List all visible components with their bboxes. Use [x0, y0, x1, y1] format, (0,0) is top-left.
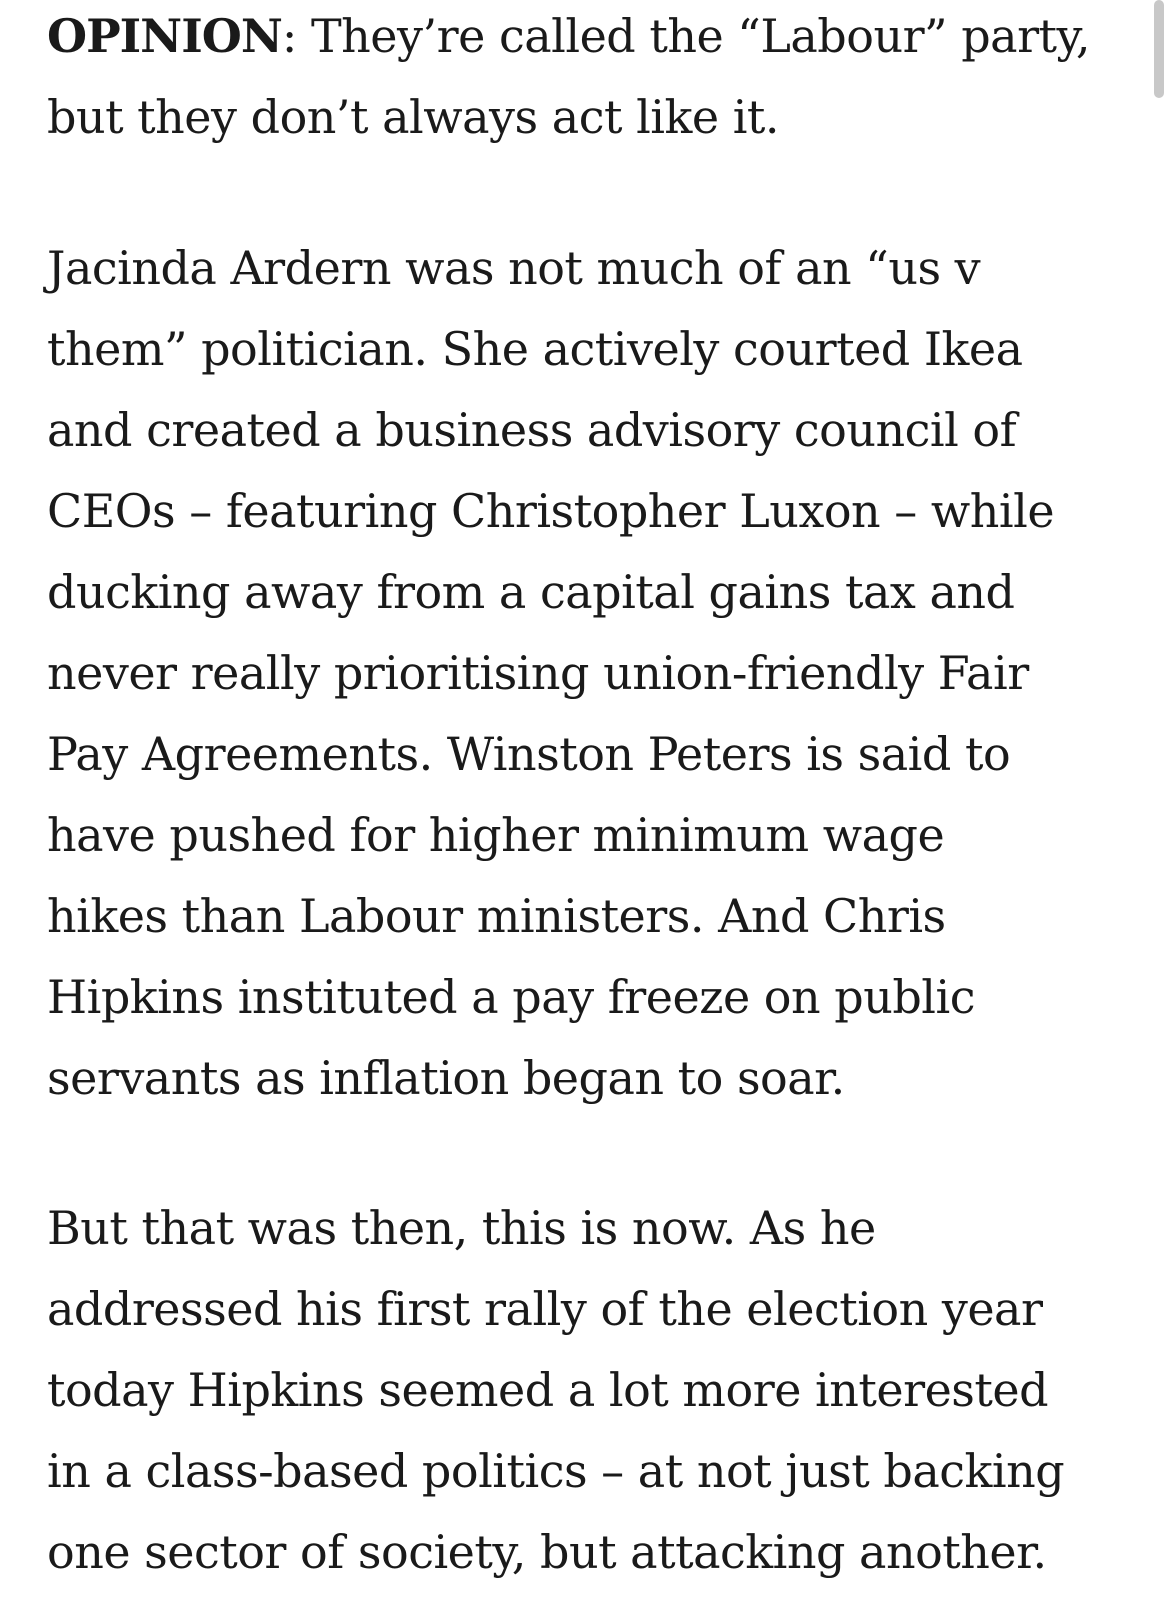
text-line: have pushed for higher minimum wage	[47, 808, 945, 862]
text-line: Jacinda Ardern was not much of an “us v	[47, 241, 981, 295]
text-line: Pay Agreements. Winston Peters is said to	[47, 727, 1011, 781]
opinion-kicker: OPINION	[47, 9, 282, 63]
intro-line-1: : They’re called the “Labour” party,	[281, 9, 1091, 63]
text-line: CEOs – featuring Christopher Luxon – while	[47, 484, 1055, 538]
text-line: hikes than Labour ministers. And Chris	[47, 889, 946, 943]
text-line: servants as inflation began to soar.	[47, 1051, 845, 1105]
paragraph-ardern	[47, 228, 1127, 1119]
text-line: ducking away from a capital gains tax and	[47, 565, 1015, 619]
text-line: them” politician. She actively courted Ikea	[47, 322, 1023, 376]
text-line: never really prioritising union-friendly Fair	[47, 646, 1029, 700]
text-line: and created a business advisory council of	[47, 403, 1017, 457]
scrollbar-thumb[interactable]	[1154, 0, 1164, 98]
intro-line-2: but they don’t always act like it.	[47, 90, 780, 144]
text-line: But that was then, this is now. As he	[47, 1201, 876, 1255]
text-line: in a class-based politics – at not just backing	[47, 1444, 1065, 1498]
text-line: today Hipkins seemed a lot more interested	[47, 1363, 1049, 1417]
text-line: addressed his first rally of the election year	[47, 1282, 1043, 1336]
text-line: one sector of society, but attacking another.	[47, 1525, 1047, 1579]
text-line: Hipkins instituted a pay freeze on public	[47, 970, 975, 1024]
text-line	[47, 0, 1127, 77]
paragraph-hipkins-rally	[47, 1188, 1127, 1593]
intro-paragraph	[47, 0, 1127, 158]
